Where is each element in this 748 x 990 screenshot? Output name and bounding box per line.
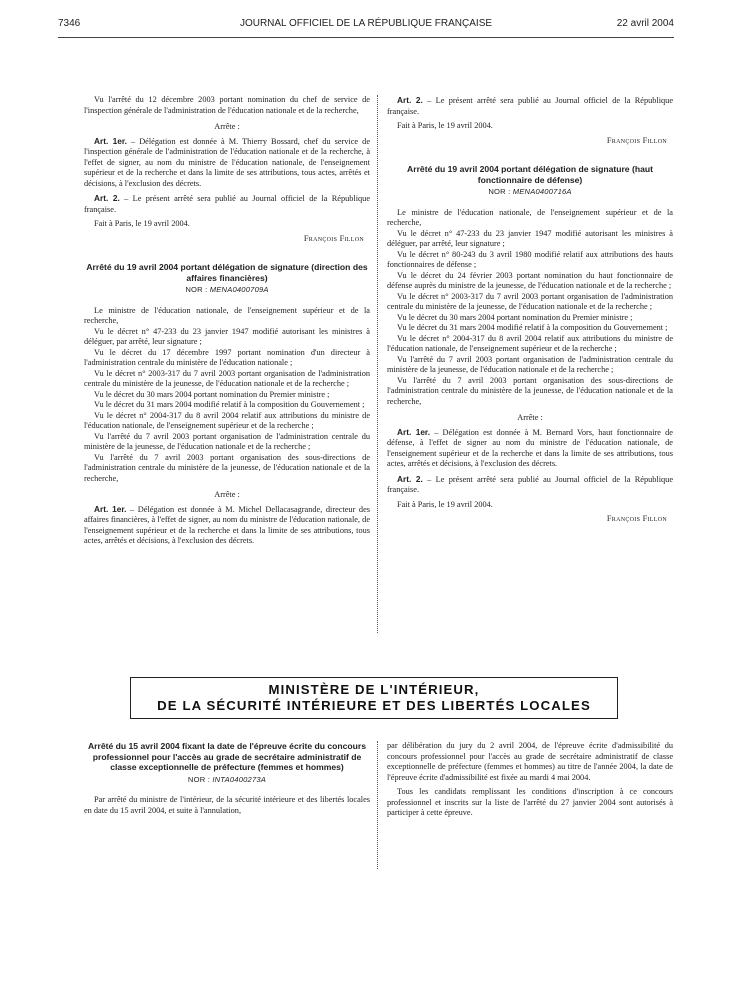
article-2 [387,95,673,117]
visa-paragraph: Vu le décret du 31 mars 2004 modifié relatif à la composition du Gouvernement ; [94,400,365,409]
article-label: Art. 2. [397,95,423,105]
journal-title: JOURNAL OFFICIEL DE LA RÉPUBLIQUE FRANÇAISE [239,18,493,29]
nor-reference [387,187,673,198]
issue-date: 22 avril 2004 [616,18,674,29]
nor-code: INTA0400273A [212,774,267,784]
visa-paragraph: Vu le décret n° 47-233 du 23 janvier 1947 modifié autorisant les ministres à déléguer, par arrêté, leur signature ; [84,326,370,346]
article-1 [84,136,370,190]
done-at: Fait à Paris, le 19 avril 2004. [94,219,190,228]
nor-label: NOR : [185,285,210,294]
visa-paragraph: Vu le décret n° 2004-317 du 8 avril 2004 relatif aux attributions du ministre de l'éducation nationale, de l'enseignement supérieur et de la recherche ; [387,333,673,353]
column-bottom-right [387,741,673,819]
header-rule [58,37,674,38]
arrete-heading: Arrête : [214,490,240,499]
visa-paragraph: Vu le décret n° 2003-317 du 7 avril 2003 portant organisation de l'administration centrale du ministère de la jeunesse, de l'éducation nationale et de la recherche ; [84,368,370,388]
decree-title: Arrêté du 15 avril 2004 fixant la date de l'épreuve écrite du concours professionnel pour l'accès au grade de secrétaire administratif de classe exceptionnelle de préfecture (femmes et hommes) [87,741,367,772]
visa-paragraph: Le ministre de l'éducation nationale, de l'enseignement supérieur et de la recherche, [84,305,370,325]
visa-paragraph: Vu l'arrêté du 7 avril 2003 portant organisation des sous-directions de l'administration centrale du ministère de la jeunesse, de l'éducation nationale et de la recherche, [387,375,673,406]
column-top-right [387,95,673,525]
ministry-line-1: MINISTÈRE DE L'INTÉRIEUR, [268,682,480,697]
article-text: – Le présent arrêté sera publié au Journal officiel de la République française. [84,194,370,214]
nor-reference [84,775,370,786]
article-1 [84,504,370,547]
article-text: – Délégation est donnée à M. Bernard Vors, haut fonctionnaire de défense, à l'effet de signer au nom du ministre de l'éducation nationale, de l'enseignement supérieur et de la recherche et dans la limite de ses attributions, tous actes, arrêtés et décisions, à l'exclusion des décrets. [387,427,673,468]
ministry-line-2: DE LA SÉCURITÉ INTÉRIEURE ET DES LIBERTÉS LOCALES [157,698,591,713]
visa-paragraph: Vu le décret n° 47-233 du 23 janvier 1947 modifié autorisant les ministres à déléguer, par arrêté, leur signature ; [387,228,673,248]
ministry-heading [130,677,618,719]
arrete-heading: Arrête : [214,122,240,131]
column-divider [377,741,378,869]
article-text: – Délégation est donnée à M. Thierry Bossard, chef du service de l'inspection générale de l'administration de l'éducation nationale et de la recherche, à l'effet de signer, au nom du ministre de l'éducation nationale, de l'enseignement supérieur et de la recherche et dans la limite de ses attributions, tous actes, arrêtés et décisions, à l'exclusion des décrets. [84,136,371,188]
article-text: – Le présent arrêté sera publié au Journal officiel de la République française. [387,96,673,116]
visa-paragraph: Vu le décret n° 2004-317 du 8 avril 2004 relatif aux attributions du ministre de l'éducation nationale, de l'enseignement supérieur et de la recherche ; [84,410,370,430]
article-label: Art. 1er. [397,426,431,437]
article-label: Art. 1er. [94,503,127,514]
visa-paragraph: Vu le décret du 30 mars 2004 portant nomination du Premier ministre ; [397,312,633,322]
done-at: Fait à Paris, le 19 avril 2004. [397,499,493,509]
article-text: – Le présent arrêté sera publié au Journal officiel de la République française. [387,474,673,494]
visa-paragraph: Vu le décret du 24 février 2003 portant nomination du haut fonctionnaire de défense auprès du ministre de la jeunesse, de l'éducation nationale et de la recherche ; [387,270,673,290]
visa-paragraph: Vu l'arrêté du 7 avril 2003 portant organisation des sous-directions de l'administration centrale du ministère de la jeunesse, de l'éducation nationale et de la recherche, [84,452,370,483]
article-1 [387,427,673,470]
visa-paragraph: Vu le décret n° 2003-317 du 7 avril 2003 portant organisation de l'administration centrale du ministère de la jeunesse, de l'éducation nationale et de la recherche ; [387,291,673,311]
running-header [58,18,674,34]
column-top-left [84,95,370,547]
column-bottom-left [84,741,370,816]
nor-reference [84,285,370,296]
body-paragraph: par délibération du jury du 2 avril 2004, de l'épreuve écrite d'admissibilité du concours professionnel pour l'accès au grade de secrétaire administratif de classe exceptionnelle de préfecture (femmes et hommes) au titre de l'année 2004, la date de l'épreuve écrite d'admissibilité est fixée au mardi 4 mai 2004. [387,741,673,782]
signature: François Fillon [303,233,364,243]
article-text: – Délégation est donnée à M. Michel Dellacasagrande, directeur des affaires financières, à l'effet de signer, au nom du ministre de l'éducation nationale, de l'enseignement supérieur et de la recherche et dans la limite de ses attributions, tous actes, arrêtés et décisions, à l'exclusion des décrets. [84,504,370,545]
nor-code: MENA0400709A [209,285,269,294]
body-paragraph: Par arrêté du ministre de l'intérieur, de la sécurité intérieure et des libertés locales en date du 15 avril 2004, et suite à l'annulation, [84,795,370,815]
visa-paragraph: Vu l'arrêté du 7 avril 2003 portant organisation de l'administration centrale du ministère de la jeunesse, de l'éducation nationale et de la recherche ; [387,354,673,374]
visa-paragraph: Le ministre de l'éducation nationale, de l'enseignement supérieur et de la recherche, [387,207,673,227]
page-number: 7346 [58,18,81,29]
article-label: Art. 2. [397,473,423,484]
article-2 [84,193,370,215]
nor-label: NOR : [187,774,213,784]
visa-paragraph: Vu le décret du 17 décembre 1997 portant nomination d'un directeur à l'administration centrale du ministère de l'éducation nationale ; [84,347,370,367]
visa-list [84,306,370,485]
signature: François Fillon [606,514,667,523]
column-divider [377,95,378,633]
decree-title: Arrêté du 19 avril 2004 portant délégation de signature (haut fonctionnaire de défense) [407,164,653,185]
visa-paragraph: Vu l'arrêté du 12 décembre 2003 portant nomination du chef de service de l'inspection générale de l'administration de l'éducation nationale et de la recherche, [84,95,370,115]
visa-paragraph: Vu le décret du 31 mars 2004 modifié relatif à la composition du Gouvernement ; [397,323,668,332]
body-paragraph: Tous les candidats remplissant les conditions d'inscription à ce concours professionnel et inscrits sur la liste de l'arrêté du 27 janvier 2004 sont autorisés à participer à cette épreuve. [387,787,673,817]
article-label: Art. 2. [94,193,120,203]
visa-paragraph: Vu l'arrêté du 7 avril 2003 portant organisation de l'administration centrale du ministère de la jeunesse, de l'éducation nationale et de la recherche ; [84,431,370,451]
visa-list [387,208,673,408]
nor-code: MENA0400716A [512,187,572,196]
signature: François Fillon [606,135,667,145]
decree-title: Arrêté du 19 avril 2004 portant délégation de signature (direction des affaires financières) [86,262,368,283]
done-at: Fait à Paris, le 19 avril 2004. [397,121,493,130]
article-2 [387,474,673,496]
visa-paragraph: Vu le décret n° 80-243 du 3 avril 1980 modifié relatif aux attributions des hauts fonctionnaires de défense ; [387,249,673,269]
arrete-heading: Arrête : [517,413,543,422]
nor-label: NOR : [488,187,513,196]
visa-paragraph: Vu le décret du 30 mars 2004 portant nomination du Premier ministre ; [94,389,330,399]
article-label: Art. 1er. [94,135,127,146]
